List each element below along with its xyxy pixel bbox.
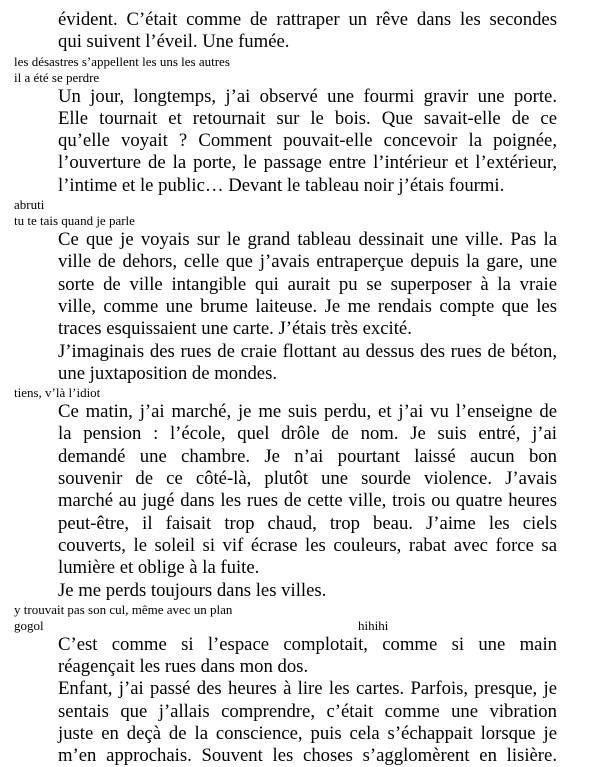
text-line: peut-être, il faisait trop chaud, trop beau. J’aime les ciels <box>58 512 557 534</box>
text-line: sorte de ville intangible qui aurait pu se superposer à la vraie <box>58 273 557 295</box>
text-line: ville de dehors, celle que j’avais entraperçue depuis la gare, une <box>58 251 557 273</box>
text-line: l’intime et le public… Devant le tableau noir j’étais fourmi. <box>58 174 505 196</box>
paragraph <box>58 678 557 767</box>
text-line: Un jour, longtemps, j’ai observé une fourmi gravir une porte. <box>58 85 557 107</box>
text-line: traces esquissaient une carte. J’étais très excité. <box>58 318 412 340</box>
margin-note: les désastres s’appellent les uns les autres <box>14 53 230 69</box>
paragraph <box>58 9 557 54</box>
text-line: couverts, le soleil si vif écrase les couleurs, rabat avec force sa <box>58 534 557 556</box>
text-line: réagençait les rues dans mon dos. <box>58 656 309 678</box>
text-line: qui suivent l’éveil. Une fumée. <box>58 31 290 53</box>
text-line: Enfant, j’ai passé des heures à lire les cartes. Parfois, presque, je <box>58 678 557 700</box>
text-line: sentais que j’allais comprendre, c’était comme une vibration <box>58 700 557 722</box>
text-line: qu’elle voyait ? Comment pouvait-elle concevoir la poignée, <box>58 130 557 152</box>
text-line: ville, comme une brume laiteuse. Je me rendais compte que les <box>58 295 557 317</box>
paragraph <box>58 580 557 602</box>
margin-note: abruti <box>14 197 45 213</box>
text-line: marché au jugé dans les rues de cette ville, trois ou quatre heures <box>58 490 557 512</box>
paragraph <box>58 229 557 340</box>
text-line: la pension : l’école, quel drôle de nom. Je suis entré, j’ai <box>58 423 557 445</box>
text-line: Elle tournait et retournait sur le bois. Que savait-elle de ce <box>58 107 557 129</box>
margin-note: tiens, v’là l’idiot <box>14 385 101 401</box>
text-line: Ce que je voyais sur le grand tableau dessinait une ville. Pas la <box>58 229 557 251</box>
text-line: souvenir de ce côté-là, plutôt une sourde violence. J’avais <box>58 468 557 490</box>
text-line: l’ouverture de la porte, le passage entre l’intérieur et l’extérieur, <box>58 152 557 174</box>
paragraph <box>58 341 557 386</box>
text-line: C’est comme si l’espace complotait, comme si une main <box>58 633 557 655</box>
text-line: Je me perds toujours dans les villes. <box>58 579 327 601</box>
paragraph <box>58 86 557 197</box>
margin-note-gogol: gogol <box>14 617 44 633</box>
text-line: une juxtaposition de mondes. <box>58 362 278 384</box>
text-line: évident. C’était comme de rattraper un rêve dans les secondes <box>58 9 557 30</box>
margin-note: il a été se perdre <box>14 69 100 85</box>
margin-note: y trouvait pas son cul, même avec un plan <box>14 601 233 617</box>
text-line: m’en approchais. Souvent les choses s’agglomèrent en lisière. <box>58 745 557 767</box>
paragraph <box>58 634 557 679</box>
text-line: lumière et oblige à la fuite. <box>58 557 260 579</box>
paragraph <box>58 401 557 579</box>
text-line: demandé une chambre. Je n’ai pourtant laissé aucun bon <box>58 445 557 467</box>
margin-note-hihihi: hihihi <box>358 617 389 633</box>
text-line: Ce matin, j’ai marché, je me suis perdu, et j’ai vu l’enseigne de <box>58 401 557 423</box>
text-line: juste en deçà de la conscience, puis cela s’échappait lorsque je <box>58 723 557 745</box>
margin-note-row <box>0 618 600 634</box>
margin-note: tu te tais quand je parle <box>14 213 135 229</box>
text-line: J’imaginais des rues de craie flottant au dessus des rues de béton, <box>58 340 557 362</box>
